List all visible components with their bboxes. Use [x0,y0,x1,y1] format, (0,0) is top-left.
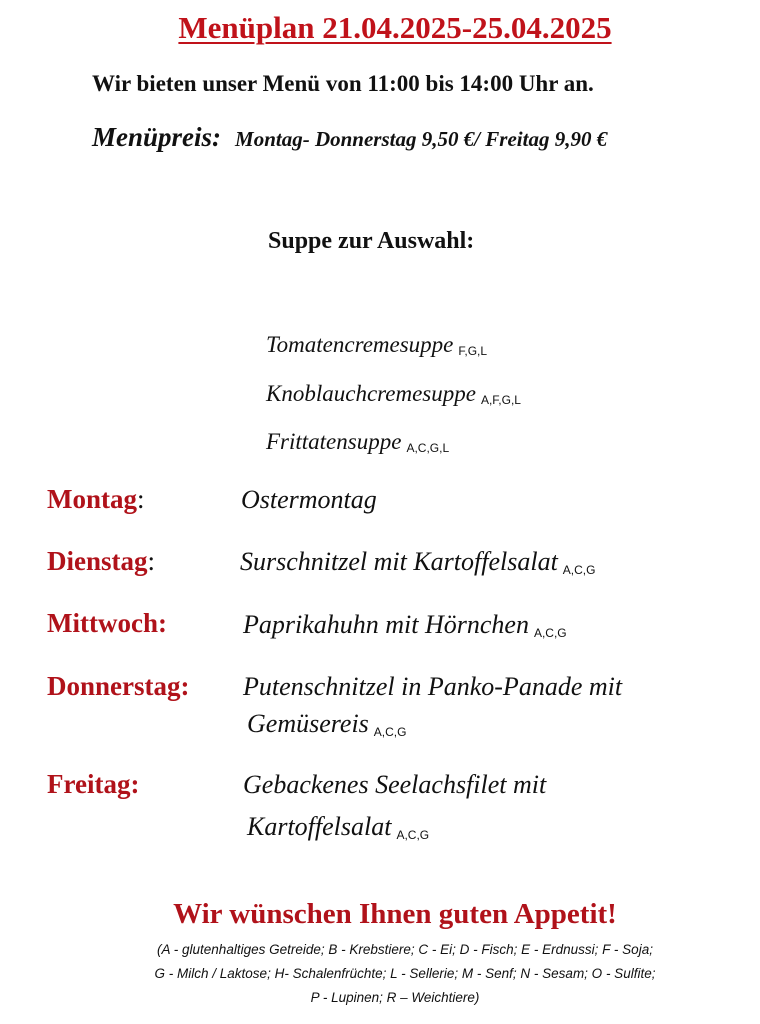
dish-mittwoch [243,610,567,640]
day-colon: : [180,671,190,701]
allergen-legend-line: P - Lupinen; R – Weichtiere) [310,990,480,1005]
day-label-dienstag [47,546,155,577]
dish-allergens: A,C,G [562,563,596,577]
day-colon: : [137,484,145,514]
day-name: Donnerstag [47,671,181,701]
dish-name: Putenschnitzel in Panko-Panade mit [243,672,623,701]
dish-name-line2: Kartoffelsalat [247,812,392,841]
soup-name: Tomatencremesuppe [266,332,454,357]
soup-allergens: A,C,G,L [406,441,450,455]
dish-donnerstag [243,672,622,702]
day-colon: : [157,608,167,638]
soup-item [266,381,521,407]
soup-name: Knoblauchcremesuppe [266,381,476,406]
dish-name-line2: Gemüsereis [247,709,369,738]
day-label-donnerstag [47,671,190,702]
soup-allergens: F,G,L [458,344,488,358]
dish-freitag [243,770,546,800]
day-name: Dienstag [47,546,148,576]
dish-name: Ostermontag [241,485,377,514]
serving-hours: Wir bieten unser Menü von 11:00 bis 14:00 Uhr an. [92,71,594,96]
dish-allergens: A,C,G [396,828,430,842]
dish-name: Surschnitzel mit Kartoffelsalat [240,547,558,576]
soup-heading: Suppe zur Auswahl: [268,228,475,254]
day-label-montag [47,484,145,515]
menu-price [92,122,607,153]
dish-donnerstag-line2 [247,709,406,739]
closing-message: Wir wünschen Ihnen guten Appetit! [173,898,617,930]
dish-allergens: A,C,G [533,626,567,640]
day-label-freitag [47,769,139,800]
day-colon: : [130,769,140,799]
dish-dienstag [240,547,595,577]
price-text: Montag- Donnerstag 9,50 €/ Freitag 9,90 € [235,127,608,151]
soup-item [266,332,487,358]
soup-allergens: A,F,G,L [480,393,521,407]
day-colon: : [147,546,156,576]
allergen-legend-line: G - Milch / Laktose; H- Schalenfrüchte; L - Sellerie; M - Senf; N - Sesam; O - Sulfite; [154,966,656,981]
dish-name: Paprikahuhn mit Hörnchen [243,610,529,639]
dish-freitag-line2 [247,812,429,842]
soup-name: Frittatensuppe [266,429,402,454]
day-name: Mittwoch [47,608,158,638]
day-label-mittwoch [47,608,167,639]
dish-montag [241,485,377,515]
dish-allergens: A,C,G [373,725,407,739]
dish-name: Gebackenes Seelachsfilet mit [243,770,547,799]
day-name: Freitag [47,769,131,799]
allergen-legend-line: (A - glutenhaltiges Getreide; B - Krebstiere; C - Ei; D - Fisch; E - Erdnussi; F - Soja; [157,942,653,957]
day-name: Montag [47,484,137,514]
price-label: Menüpreis: [92,122,222,152]
soup-item [266,429,449,455]
page-title: Menüplan 21.04.2025-25.04.2025 [178,10,612,45]
